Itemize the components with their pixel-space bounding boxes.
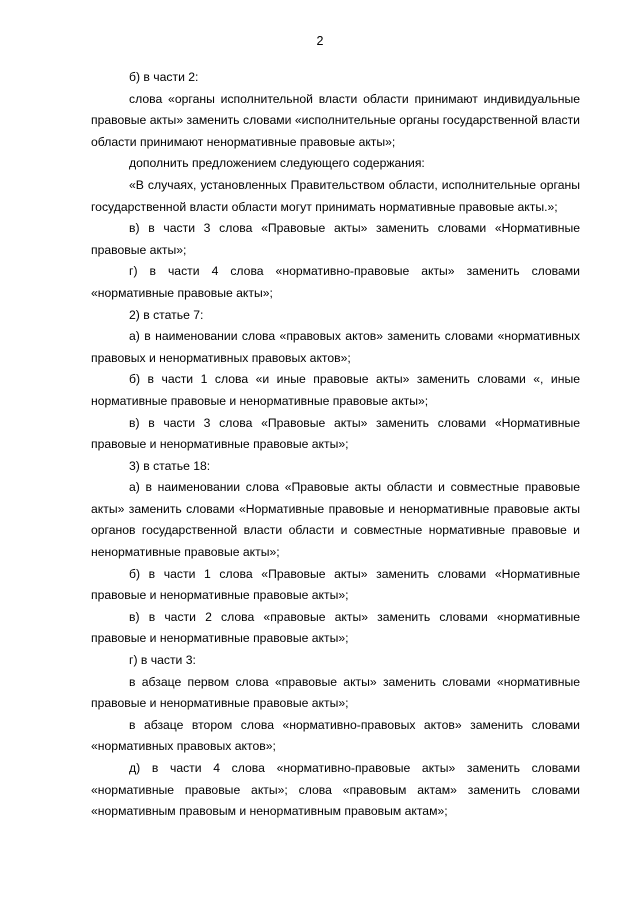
paragraph: в) в части 3 слова «Правовые акты» заменить словами «Нормативные правовые акты»; <box>91 221 580 257</box>
paragraph: в) в части 2 слова «правовые акты» заменить словами «нормативные правовые и ненормативные правовые акты»; <box>91 609 580 646</box>
paragraph: г) в части 4 слова «нормативно-правовые акты» заменить словами «нормативные правовые акты»; <box>91 264 580 300</box>
paragraph: а) в наименовании слова «Правовые акты области и совместные правовые акты» заменить словами «Нормативные правовые и ненормативные правовые акты органов государственной власти области и совместные нормативные правовые и ненормативные правовые акты»; <box>91 480 580 560</box>
paragraph: слова «органы исполнительной власти области принимают индивидуальные правовые акты» заменить словами «исполнительные органы государственной власти области принимают ненормативные правовые акты»; <box>91 91 580 149</box>
paragraph: д) в части 4 слова «нормативно-правовые акты» заменить словами «нормативные правовые акты»; слова «правовым актам» заменить словами «нормативным правовым и ненормативным правовым актам»; <box>91 761 580 819</box>
paragraph: дополнить предложением следующего содержания: <box>129 156 425 171</box>
paragraph: б) в части 1 слова «Правовые акты» заменить словами «Нормативные правовые и ненормативные правовые акты»; <box>91 566 580 603</box>
paragraph: б) в части 1 слова «и иные правовые акты» заменить словами «, иные нормативные правовые и ненормативные правовые акты»; <box>91 372 580 408</box>
paragraph: «В случаях, установленных Правительством области, исполнительные органы государственной власти области могут принимать нормативные правовые акты.»; <box>91 177 580 214</box>
paragraph: 2) в статье 7: <box>129 307 204 322</box>
paragraph: в) в части 3 слова «Правовые акты» заменить словами «Нормативные правовые и ненормативные правовые акты»; <box>91 415 580 452</box>
page-number: 2 <box>316 34 324 48</box>
paragraph: а) в наименовании слова «правовых актов» заменить словами «нормативных правовых и ненормативных правовых актов»; <box>91 329 580 365</box>
paragraph: в абзаце втором слова «нормативно-правовых актов» заменить словами «нормативных правовых актов»; <box>91 717 580 754</box>
paragraph: б) в части 2: <box>129 70 199 84</box>
document-body <box>91 67 580 823</box>
paragraph: г) в части 3: <box>129 653 196 668</box>
paragraph: в абзаце первом слова «правовые акты» заменить словами «нормативные правовые и ненормативные правовые акты»; <box>91 674 580 711</box>
paragraph: 3) в статье 18: <box>129 458 211 473</box>
